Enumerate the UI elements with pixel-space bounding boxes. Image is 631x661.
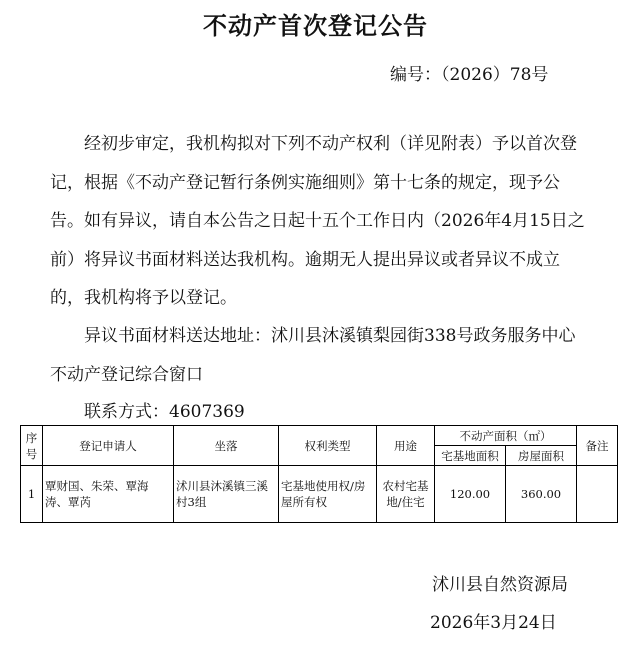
- cell-right-type: 宅基地使用权/房屋所有权: [279, 466, 377, 523]
- header-location: 坐落: [174, 426, 279, 466]
- table-row: [21, 466, 618, 523]
- header-applicant: 登记申请人: [43, 426, 174, 466]
- cell-seq: 1: [21, 466, 43, 523]
- cell-usage: 农村宅基地/住宅: [377, 466, 435, 523]
- header-house-area: 房屋面积: [506, 446, 577, 466]
- issue-date: 2026年3月24日: [430, 613, 557, 633]
- registration-table: [20, 425, 618, 523]
- objection-address-paragraph: 异议书面材料送达地址：沭川县沐溪镇梨园街338号政务服务中心不动产登记综合窗口: [50, 326, 576, 385]
- issuing-organization: 沭川县自然资源局: [432, 575, 568, 595]
- header-remarks: 备注: [577, 426, 618, 466]
- cell-applicant: 覃财国、朱荣、覃海涛、覃芮: [43, 466, 174, 523]
- header-usage: 用途: [377, 426, 435, 466]
- cell-remarks: [577, 466, 618, 523]
- notice-title: 不动产首次登记公告: [203, 11, 428, 40]
- cell-location: 沭川县沐溪镇三溪村3组: [174, 466, 279, 523]
- header-land-area: 宅基地面积: [435, 446, 506, 466]
- header-area-group: 不动产面积（㎡）: [435, 426, 577, 446]
- document-number: 编号：（2026）78号: [390, 65, 549, 85]
- header-seq: 序号: [21, 426, 43, 466]
- cell-house-area: 360.00: [506, 466, 577, 523]
- header-right-type: 权利类型: [279, 426, 377, 466]
- contact-line: 联系方式：4607369: [84, 402, 245, 422]
- cell-land-area: 120.00: [435, 466, 506, 523]
- notice-body-paragraph: 经初步审定，我机构拟对下列不动产权利（详见附表）予以首次登记，根据《不动产登记暂行条例实施细则》第十七条的规定，现予公告。如有异议，请自本公告之日起十五个工作日内（2026年4月15日之前）将异议书面材料送达我机构。逾期无人提出异议或者异议不成立的，我机构将予以登记。: [50, 134, 585, 308]
